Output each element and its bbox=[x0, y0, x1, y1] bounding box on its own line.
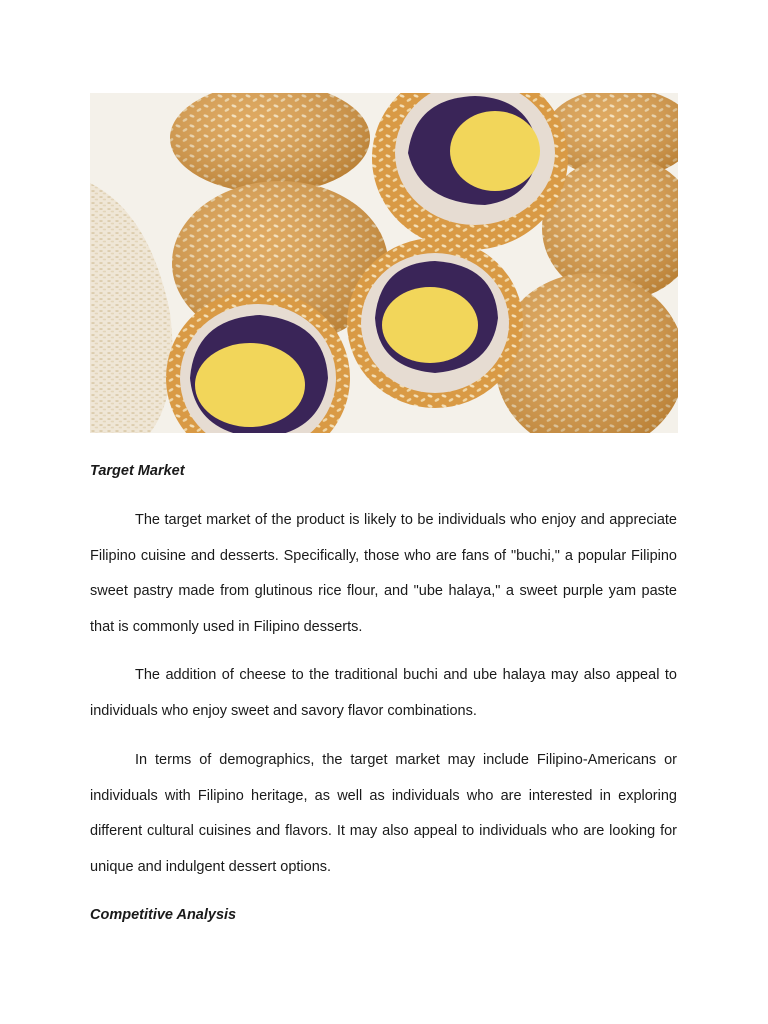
target-market-paragraph-2: The addition of cheese to the traditional buchi and ube halaya may also appeal to individuals who enjoy sweet and savory flavor combinations. bbox=[90, 667, 677, 719]
target-market-heading: Target Market bbox=[90, 463, 185, 479]
cut-buchi-center bbox=[347, 238, 523, 408]
buchi-illustration bbox=[90, 93, 678, 433]
target-market-paragraph-1: The target market of the product is likely to be individuals who enjoy and appreciate Filipino cuisine and desserts. Specifically, those who are fans of "buchi," a popular Filipino sweet pastry made from glutinous rice flour, and "ube halaya," a sweet purple yam paste that is commonly used in Filipino desserts. bbox=[90, 512, 677, 635]
buchi-photo bbox=[90, 93, 678, 433]
target-market-paragraph-3: In terms of demographics, the target market may include Filipino-Americans or individuals with Filipino heritage, as well as individuals who are interested in exploring different cultural cuisines and flavors. It may also appeal to individuals who are looking for unique and indulgent dessert options. bbox=[90, 752, 677, 875]
competitive-analysis-heading: Competitive Analysis bbox=[90, 907, 237, 923]
